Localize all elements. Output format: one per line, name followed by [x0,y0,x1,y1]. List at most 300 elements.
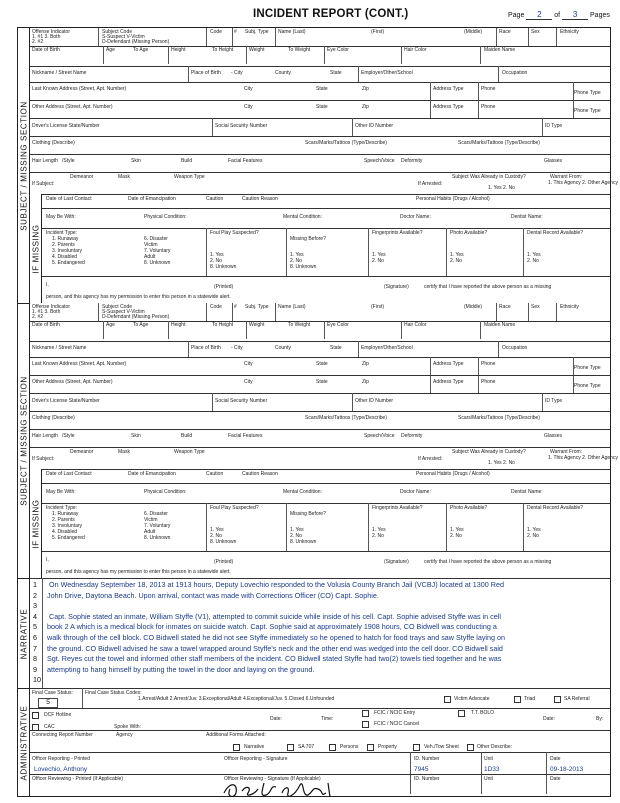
warrant-options: 1. This Agency 2. Other Agency [548,455,618,461]
certify-text: certify that I have reported the above person as a missing [424,284,552,290]
state-label: State [316,104,328,110]
other-describe-label: Other Describe: [477,744,513,750]
scars-label: Scars/Marks/Tattoos (Type/Describe) [305,140,387,146]
tt-bolo-label: T.T. BOLO [471,710,495,716]
to-weight-label: To Weight [288,322,311,328]
ethnicity-label: Ethnicity [560,29,579,35]
if-arrested-label: If Arrested: [418,456,443,462]
foul-play-label: Foul Play Suspected? [210,230,259,236]
if-missing-label-1 [30,194,42,303]
dentist-name-label: Dentist Name: [511,214,543,220]
cell-divider [556,303,557,321]
narrative-line-text: Sgt. Reyes cut the towel and informed other staff members of the incident. CO Bidwell stated Styffe had two(2) towels tied together and he was [47,654,502,664]
cell-divider [498,341,499,357]
narrative-line-number: 5 [33,622,37,632]
officer-signature [220,779,360,801]
zip-label: Zip [362,361,369,367]
county-label: County [275,70,291,76]
doctor-name-label: Doctor Name: [400,214,431,220]
demeanor-label: Demeanor [70,449,94,455]
checkbox[interactable] [32,724,39,731]
pages-label: Pages [590,12,610,19]
nickname-label: Nickname / Street Name [32,345,87,351]
cell-divider [206,303,207,321]
deformity-label: Deformity [401,158,423,164]
cell-divider [523,228,524,276]
rule [42,551,610,552]
if-subject-label: If Subject: [32,181,55,187]
date-label: Date: [543,716,555,722]
cell-divider [401,46,402,64]
foul-play-options: 1. Yes 2. No 8. Unknown [210,252,237,270]
certify-text: certify that I have reported the above person as a missing [424,559,552,565]
narrative-line-number: 7 [33,643,37,653]
state-label: State [330,345,342,351]
officer-reporting-signature-label: Officer Reporting - Signature [224,756,288,762]
date-label: Date: [270,716,282,722]
mask-label: Mask [118,174,130,180]
narrative-line[interactable] [30,665,610,676]
date-label: Date [550,776,561,782]
cell-divider [206,503,207,551]
subject-code-options: D-Defendant (Missing Person) [102,314,170,320]
missing-before-options: 1. Yes 2. No 8. Unknown [290,527,317,545]
rule [42,276,610,277]
skin-label: Skin [131,158,141,164]
subject-section-text: SUBJECT / MISSING SECTION [19,100,28,231]
cell-divider [103,46,104,64]
occupation-label: Occupation [502,70,528,76]
page-label: Page [508,12,525,19]
cell-divider [480,46,481,64]
if-missing-text: IF MISSING [31,223,40,274]
last-known-address-label: Last Known Address (Street, Apt. Number) [32,86,127,92]
physical-condition-label: Physical Condition: [144,214,187,220]
build-label: Build [181,433,193,439]
offense-indicator-label: Offense Indicator [32,304,70,310]
fingerprints-label: Fingerprints Available? [372,230,423,236]
rule [30,393,610,394]
certify-i-label: I, [46,282,49,288]
weight-label: Weight [249,47,265,53]
cell-divider [324,321,325,339]
veh-tow-checkbox-label: Veh./Tow Sheet [424,744,459,750]
checkbox[interactable] [413,744,420,751]
cell-divider [212,393,213,411]
cell-divider [98,303,99,321]
address-type-label: Address Type [433,86,464,92]
subject-section-text: SUBJECT / MISSING SECTION [19,376,28,506]
warrant-from-label: Warrant From: [550,174,583,180]
personal-habits-label: Personal Habits (Drugs / Alcohol) [416,471,490,477]
zip-label: Zip [362,379,369,385]
subject-custody-label: Subject Was Already in Custody? [452,449,526,455]
subject-type-label: Subj. Type [245,304,269,310]
rule [30,708,610,709]
foul-play-options: 1. Yes 2. No 8. Unknown [210,527,237,545]
cell-divider [358,341,359,357]
rule [30,357,610,358]
offense-indicator-options: 2. #2 [32,314,44,320]
id-type-label: ID Type [545,123,563,129]
to-height-label: To Height [212,47,234,53]
cell-divider [410,752,411,794]
foul-play-label: Foul Play Suspected? [210,505,259,511]
phone-type-label: Phone Type [574,383,601,389]
ssn-label: Social Security Number [215,123,268,129]
sex-label: Sex [531,29,540,35]
final-case-codes-label: Final Case Status Codes: [85,690,142,696]
personal-habits-label: Personal Habits (Drugs / Alcohol) [416,196,490,202]
hair-color-label: Hair Color [404,47,427,53]
narrative-line[interactable] [30,612,610,623]
cell-divider [496,28,497,46]
cell-divider [82,688,83,708]
final-status-value[interactable]: 5 [38,698,58,708]
name-first-label: (First) [371,304,385,310]
date-last-contact-label: Date of Last Contact [46,471,92,477]
to-age-label: To Age [133,322,149,328]
yes-no-options: 1. Yes 2. No [488,185,515,191]
cell-divider [286,228,287,276]
cell-divider [542,118,543,136]
cell-divider [352,393,353,411]
subject-code-options: S-Suspect V-Victim [102,309,145,315]
style-label: /Style [62,433,75,439]
narrative-line-number: 4 [33,611,37,621]
date-emancipation-label: Date of Emancipation [128,471,176,477]
incident-type-options: 1. Runaway 2. Parents 3. Involuntary 4. Disabled 5. Endangered [52,511,85,541]
signature-label: (Signature) [384,284,409,290]
rule [42,483,610,484]
city-label: City [244,86,253,92]
narrative-section-text: NARRATIVE [19,608,28,659]
narrative-line-text: On Wednesday September 18, 2013 at 1913 hours, Deputy Lovechio responded to the Volusia County Branch Jail (VCBJ) located at 1300 Red [47,580,504,589]
subject-code-label: Subject Code [102,304,133,310]
checkbox[interactable] [362,721,369,728]
incident-type-label: Incident Type: [46,505,78,511]
employer-label: Employer/Other/School [361,345,413,351]
officer-unit-value[interactable]: 1D33 [484,766,500,773]
offense-indicator-label: Offense Indicator [32,29,70,35]
hair-length-label: Hair Length [32,158,58,164]
incident-form [17,27,618,797]
name-last-label: Name (Last) [278,29,306,35]
drivers-license-label: Driver's License State/Number [32,398,100,404]
demeanor-label: Demeanor [70,174,94,180]
other-id-label: Other ID Number [355,123,394,129]
cell-divider [246,321,247,339]
place-of-birth-label: Place of Birth [191,70,221,76]
officer-reviewing-printed-label: Officer Reviewing - Printed (If Applicable) [32,776,124,782]
height-label: Height [171,47,186,53]
narrative-line[interactable] [30,654,610,665]
to-age-label: To Age [133,47,149,53]
doctor-name-label: Doctor Name: [400,489,431,495]
narrative-line-number: 3 [33,601,37,611]
state-label: State [316,86,328,92]
subject-custody-label: Subject Was Already in Custody? [452,174,526,180]
state-label: State [316,379,328,385]
narrative-line-number: 6 [33,633,37,642]
weight-label: Weight [249,322,265,328]
narrative-line-text: book 2 A which is a medical block for inmates on suicide watch. Capt. Sophie said at approximately 1908 hours, CO Bidwell was conducting a [47,622,497,632]
page-title: INCIDENT REPORT (CONT.) [253,8,409,20]
rule [30,429,610,430]
page-current: 2 [526,10,552,20]
warrant-options: 1. This Agency 2. Other Agency [548,180,618,186]
race-label: Race [499,29,511,35]
photo-label: Photo Available? [450,230,488,236]
facial-features-label: Facial Features [228,158,263,164]
mental-condition-label: Mental Condition: [283,214,322,220]
state-label: State [316,361,328,367]
city-label: City [244,104,253,110]
race-label: Race [499,304,511,310]
offense-indicator-options: 1. #1 3. Both [32,34,61,40]
rule [30,774,610,775]
weapon-type-label: Weapon Type [174,449,205,455]
zip-label: Zip [362,104,369,110]
cell-divider [286,503,287,551]
dental-label: Dental Record Available? [527,505,584,511]
cac-label: CAC [44,724,55,730]
checkbox[interactable] [554,696,561,703]
checkbox[interactable] [367,744,374,751]
other-address-label: Other Address (Street, Apt. Number) [32,379,113,385]
photo-options: 1. Yes 2. No [450,527,464,539]
dental-options: 1. Yes 2. No [527,252,541,264]
if-missing-label-2 [30,469,42,578]
photo-options: 1. Yes 2. No [450,252,464,264]
rule [42,208,610,209]
city-label: City [244,361,253,367]
narrative-line[interactable] [30,591,610,602]
id-number-label: ID. Number [414,776,440,782]
narrative-line[interactable] [30,644,610,655]
cell-divider [480,321,481,339]
cell-divider [275,303,276,321]
missing-before-label: Missing Before? [290,511,326,517]
id-type-label: ID Type [545,398,563,404]
narrative-line[interactable] [30,580,610,591]
checkbox[interactable] [233,744,240,751]
checkbox[interactable] [467,744,474,751]
rule [30,46,610,47]
state-label: State [330,70,342,76]
subject-type-label: Subj. Type [245,29,269,35]
age-label: Age [106,322,115,328]
checkbox[interactable] [362,710,369,717]
checkbox[interactable] [444,696,451,703]
missing-before-options: 1. Yes 2. No 8. Unknown [290,252,317,270]
rule [30,154,610,155]
city-label: - City [231,345,243,351]
mask-label: Mask [118,449,130,455]
code-label: Code [210,29,222,35]
cell-divider [528,28,529,46]
cell-divider [232,303,233,321]
other-id-label: Other ID Number [355,398,394,404]
cell-divider [546,752,547,794]
fcic-cancel-label: FCIC / NCIC Cancel [374,721,420,727]
rule [30,688,610,689]
sa-referral-label: SA Referral [564,696,590,702]
checkbox[interactable] [32,712,39,719]
offense-indicator-options: 2. #2 [32,39,44,45]
rule [42,503,610,504]
rule [30,172,610,173]
id-number-label: ID. Number [414,756,440,762]
date-emancipation-label: Date of Emancipation [128,196,176,202]
phone-type-label: Phone Type [574,90,601,96]
cell-divider [206,228,207,276]
cell-divider [368,503,369,551]
rule [30,752,610,753]
occupation-label: Occupation [502,345,528,351]
time-label: Time: [321,716,334,722]
officer-date-value[interactable]: 09-18-2013 [550,766,584,773]
cell-divider [103,321,104,339]
triad-label: Triad [524,696,536,702]
fcic-entry-label: FCIC / NCIC Entry [374,710,416,716]
address-type-label: Address Type [433,104,464,110]
cell-divider [368,228,369,276]
subject-section-label-1 [18,28,30,303]
additional-forms-label: Additional Forms Attached: [206,732,266,738]
narrative-text-area[interactable] [30,580,610,687]
cell-divider [481,752,482,794]
other-address-label: Other Address (Street, Apt. Number) [32,104,113,110]
officer-reporting-printed-label: Officer Reporting - Printed [32,756,90,762]
dob-label: Date of Birth [32,322,60,328]
rule [30,100,610,101]
narrative-checkbox-label: Narrative [244,744,265,750]
cell-divider [168,46,169,64]
unit-label: Unit [484,756,493,762]
rule [30,375,610,376]
name-middle-label: (Middle) [464,29,483,35]
admin-section-label [18,688,30,796]
narrative-line-text: the ground. CO Bidwell advised he saw a towel wrapped around Styffe's neck and the other end was wedged into the cell door. CO Bidwell said [47,643,503,653]
checkbox[interactable] [287,744,294,751]
unit-label: Unit [484,776,493,782]
city-label: - City [231,70,243,76]
cell-divider [188,341,189,357]
officer-reviewing-signature-label: Officer Reviewing - Signature (If Applicable) [224,776,321,782]
clothing-label: Clothing (Describe) [32,140,75,146]
date-label: Date [550,756,561,762]
cell-divider [352,118,353,136]
incident-type-options: 1. Runaway 2. Parents 3. Involuntary 4. Disabled 5. Endangered [52,236,85,266]
narrative-line[interactable] [30,633,610,644]
narrative-line[interactable] [30,675,610,686]
subject-code-label: Subject Code [102,29,133,35]
by-label: By: [596,716,604,722]
number-label: # [234,304,237,310]
dental-label: Dental Record Available? [527,230,584,236]
narrative-top-rule [30,578,610,579]
incident-type-options: 6. Disaster Victim 7. Voluntary Adult 8. Unknown [144,511,171,541]
employer-label: Employer/Other/School [361,70,413,76]
scars-label: Scars/Marks/Tattoos (Type/Describe) [305,415,387,421]
cell-divider [498,66,499,82]
phone-label: Phone [481,104,496,110]
maiden-name-label: Maiden Name [484,47,516,53]
cell-divider [446,503,447,551]
checkbox[interactable] [514,696,521,703]
page-number [508,10,610,20]
phone-label: Phone [481,86,496,92]
rule [42,469,610,470]
subject-section-label-2 [18,303,30,578]
signature-label: (Signature) [384,559,409,565]
facial-features-label: Facial Features [228,433,263,439]
glasses-label: Glasses [544,433,563,439]
county-label: County [275,345,291,351]
rule [30,66,610,67]
fingerprints-options: 1. Yes 2. No [372,527,386,539]
cell-divider [496,303,497,321]
city-label: City [244,379,253,385]
offense-indicator-options: 1. #1 3. Both [32,309,61,315]
narrative-line[interactable] [30,601,610,612]
narrative-line-text: Capt. Sophie stated an inmate, William Styffe (V1), attempted to commit suicide while inside of his cell. Capt. Sophie advised Styffe was in cell [47,611,501,621]
deformity-label: Deformity [401,433,423,439]
eye-color-label: Eye Color [327,322,349,328]
persons-checkbox-label: Persons [340,744,359,750]
checkbox[interactable] [458,710,465,717]
cell-divider [212,118,213,136]
officer-name-value[interactable]: Lovechio, Anthony [34,766,88,773]
may-be-with-label: May Be With: [46,489,76,495]
cell-divider [556,28,557,46]
cell-divider [324,46,325,64]
certify-text: person, and this agency has my permission to enter this person in a statewide alert. [46,569,231,575]
cell-divider [275,28,276,46]
cell-divider [446,228,447,276]
caution-label: Caution [206,196,224,202]
narrative-line[interactable] [30,622,610,633]
name-first-label: (First) [371,29,385,35]
skin-label: Skin [131,433,141,439]
name-last-label: Name (Last) [278,304,306,310]
scars-label: Scars/Marks/Tattoos (Type/Describe) [458,415,540,421]
narrative-line-text: walk through of the cell block. CO Bidwell stated he did not see Styffe immediately so he opened to hatch for food trays and saw Styffe laying on [47,633,505,642]
caution-reason-label: Caution Reason [242,196,278,202]
checkbox[interactable] [329,744,336,751]
dental-options: 1. Yes 2. No [527,527,541,539]
rule [30,82,610,83]
zip-label: Zip [362,86,369,92]
victim-advocate-label: Victim Advocate [454,696,490,702]
date-last-contact-label: Date of Last Contact [46,196,92,202]
dcf-hotline-label: DCF Hotline [44,712,72,718]
cell-divider [246,46,247,64]
speech-label: Speech/Voice [364,158,395,164]
fingerprints-label: Fingerprints Available? [372,505,423,511]
physical-condition-label: Physical Condition: [144,489,187,495]
name-middle-label: (Middle) [464,304,483,310]
caution-label: Caution [206,471,224,477]
if-arrested-label: If Arrested: [418,181,443,187]
may-be-with-label: May Be With: [46,214,76,220]
certify-i-label: I, [46,557,49,563]
officer-id-value[interactable]: 7945 [414,766,429,773]
caution-reason-label: Caution Reason [242,471,278,477]
cell-divider [542,393,543,411]
build-label: Build [181,158,193,164]
